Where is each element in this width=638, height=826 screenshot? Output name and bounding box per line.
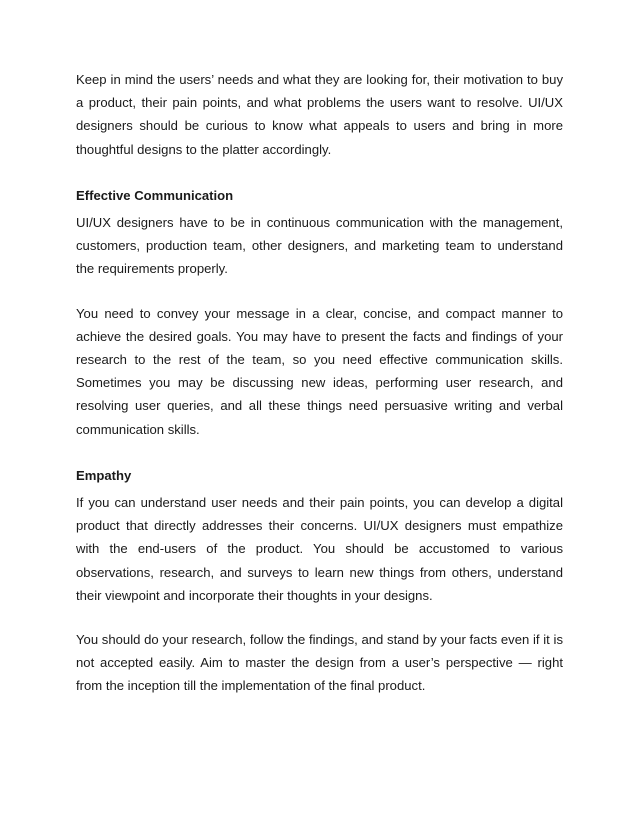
empathy-paragraph-2: You should do your research, follow the findings, and stand by your facts even if it is not accepted easily. Aim to master the design from a user’s perspective — right from the inception till the implementation of the final product. [76,632,563,694]
empathy-paragraph-1: If you can understand user needs and their pain points, you can develop a digital product that directly addresses their concerns. UI/UX designers must empathize with the end-users of the product. You should be accustomed to various observations, research, and surveys to learn new things from others, understand their viewpoint and incorporate their thoughts in your designs. [76,495,563,603]
paragraph-spacer [76,281,563,302]
section-spacer [76,441,563,464]
communication-paragraph-2: You need to convey your message in a clear, concise, and compact manner to achieve the desired goals. You may have to present the facts and findings of your research to the rest of the team, so you need effective communication skills. Sometimes you may be discussing new ideas, performing user research, and resolving user queries, and all these things need persuasive writing and verbal communication skills. [76,305,563,437]
intro-paragraph: Keep in mind the users’ needs and what they are looking for, their motivation to buy a product, their pain points, and what problems the users want to resolve. UI/UX designers should be curious to know what appeals to users and bring in more thoughtful designs to the platter accordingly. [76,72,563,157]
paragraph-spacer [76,607,563,628]
section-spacer [76,161,563,184]
communication-paragraph-1: UI/UX designers have to be in continuous communication with the management, customers, production team, other designers, and marketing team to understand the requirements properly. [76,215,563,277]
section-heading-empathy: Empathy [76,467,132,483]
section-heading-effective-communication: Effective Communication [76,187,234,203]
document-page [76,68,563,698]
